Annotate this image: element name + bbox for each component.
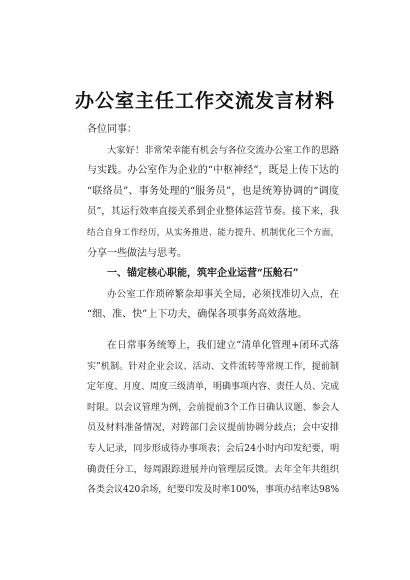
paragraph-line: “细、准、快”上下功夫，确保各项事务高效落地。 <box>87 309 308 321</box>
document-title: 办公室主任工作交流发言材料 <box>74 90 335 112</box>
paragraph-line: 员”，其运行效率直接关系到企业整体运营节奏。接下来，我 <box>87 206 339 218</box>
document-body <box>87 120 339 501</box>
paragraph-line: “联络员”、事务处理的“服务员”，也是统筹协调的“调度 <box>87 185 339 197</box>
paragraph-line: 结合自身工作经历，从实务推进、能力提升、机制优化三个方面， <box>87 227 339 238</box>
paragraph-line: 大家好！非常荣幸能有机会与各位交流办公室工作的思路 <box>107 144 339 156</box>
paragraph-line: 专人记录，同步形成待办事项表；会后24小时内印发纪要，明 <box>87 442 340 454</box>
paragraph-line: 定年度、月度、周度三级清单，明确事项内容、责任人员、完成 <box>87 382 340 393</box>
paragraph-line: 与实践。办公室作为企业的“中枢神经”，既是上传下达的 <box>87 165 339 177</box>
paragraph-line: 员及材料准备情况，对跨部门会议提前协调分歧点；会中安排 <box>87 422 339 434</box>
paragraph-line: 时限。以会议管理为例，会前提前3个工作日确认议题、参会人 <box>87 402 339 413</box>
paragraph-line: 各位同事： <box>87 124 137 135</box>
paragraph-line: 实”机制。针对企业会议、活动、文件流转等常规工作，提前制 <box>87 361 339 372</box>
paragraph-line: 分享一些做法与思考。 <box>87 247 187 259</box>
section-heading: 一、锚定核心职能，筑牢企业运营“压舱石” <box>107 268 299 280</box>
paragraph-line: 办公室工作琐碎繁杂却事关全局，必须找准切入点，在 <box>107 288 339 300</box>
paragraph-line: 确责任分工，每周跟踪进展并向管理层反馈。去年全年共组织 <box>87 463 339 475</box>
paragraph-line: 各类会议420余场，纪要印发及时率100%，事项办结率达98% <box>87 485 339 496</box>
paragraph-line: 在日常事务统筹上，我们建立“清单化管理+闭环式落 <box>107 339 339 351</box>
